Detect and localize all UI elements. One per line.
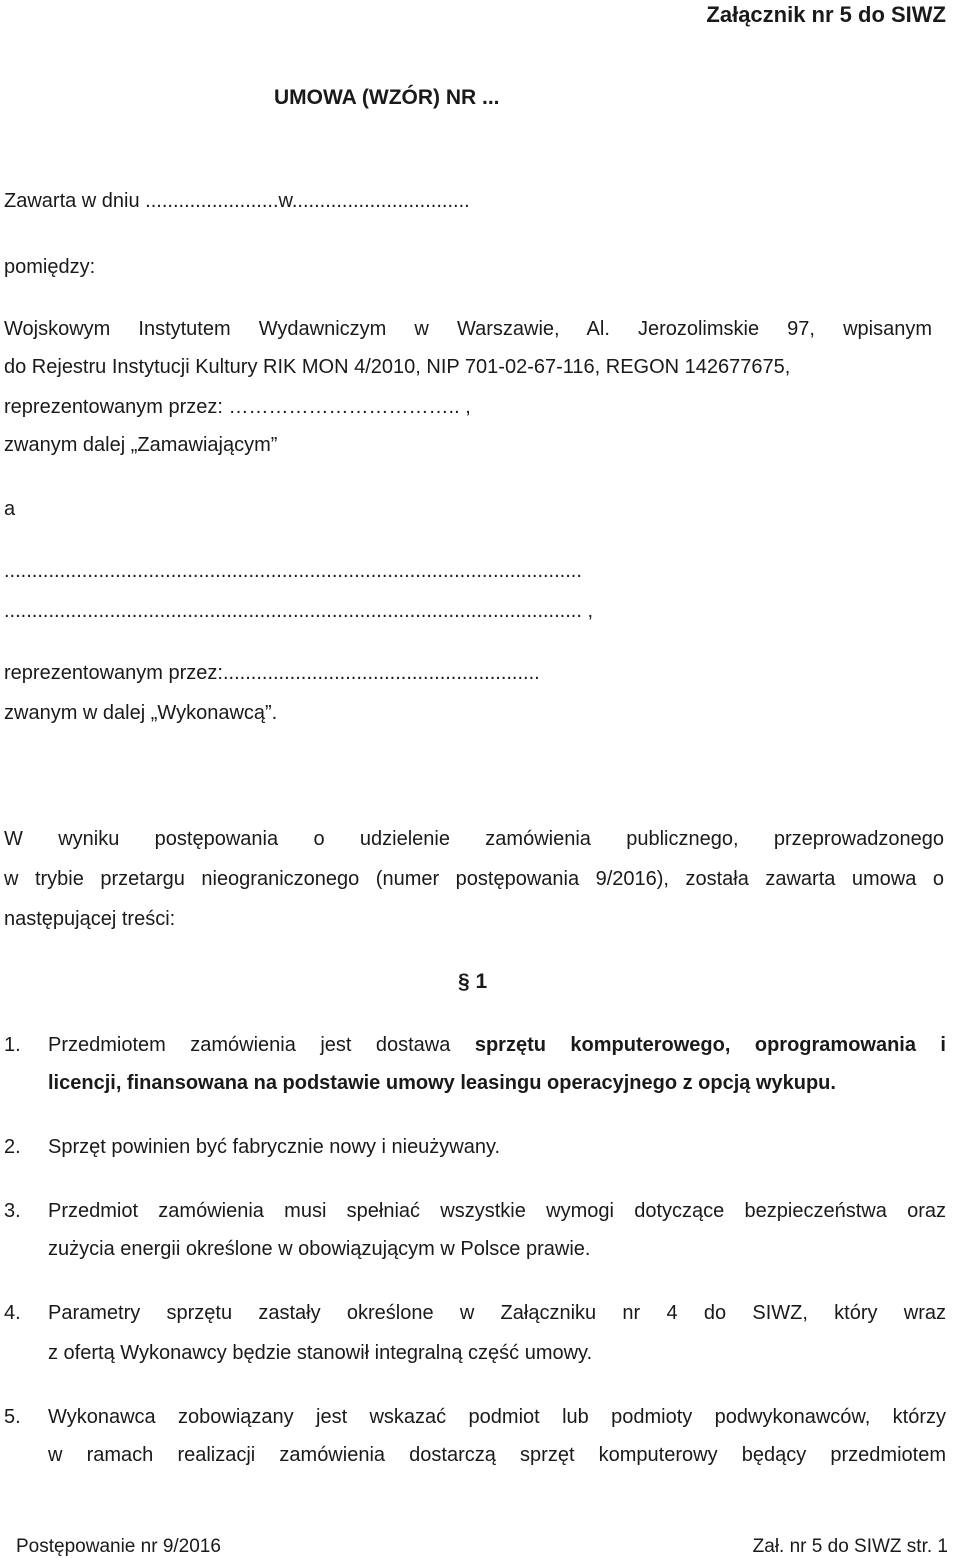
party2-name-line1: ........................................................................................................ [4, 560, 582, 582]
party1-designation: zwanym dalej „Zamawiającym” [4, 434, 278, 456]
section-heading: § 1 [458, 970, 488, 993]
item-1-number: 1. [4, 1034, 21, 1056]
party1-line2: do Rejestru Instytucji Kultury RIK MON 4/2010, NIP 701-02-67-116, REGON 142677675, [4, 356, 791, 378]
preamble-line1: W wyniku postępowania o udzielenie zamówienia publicznego, przeprowadzonego [4, 828, 944, 850]
party1-line1: Wojskowym Instytutem Wydawniczym w Warszawie, Al. Jerozolimskie 97, wpisanym [4, 318, 932, 340]
contract-title: UMOWA (WZÓR) NR ... [274, 86, 500, 109]
item-1-bold: sprzętu komputerowego, oprogramowania i [474, 1034, 946, 1056]
party1-representative: reprezentowanym przez: …………………………….. , [4, 396, 471, 418]
between-label: pomiędzy: [4, 256, 96, 278]
party2-designation: zwanym w dalej „Wykonawcą”. [4, 702, 278, 724]
item-5-line2: w ramach realizacji zamówienia dostarczą sprzęt komputerowy będący przedmiotem [48, 1444, 946, 1466]
item-2-line1: Sprzęt powinien być fabrycznie nowy i nieużywany. [48, 1136, 501, 1158]
concluded-line: Zawarta w dniu ........................w................................ [4, 190, 470, 212]
preamble-line3: następującej treści: [4, 908, 176, 930]
item-1-plain: Przedmiotem zamówienia jest dostawa [48, 1034, 451, 1056]
item-4-number: 4. [4, 1302, 21, 1324]
annex-label: Załącznik nr 5 do SIWZ [706, 2, 946, 27]
item-1-line2: licencji, finansowana na podstawie umowy leasingu operacyjnego z opcją wykupu. [48, 1072, 836, 1094]
preamble-line2: w trybie przetargu nieograniczonego (numer postępowania 9/2016), została zawarta umowa o [4, 868, 944, 890]
item-4-line2: z ofertą Wykonawcy będzie stanowił integralną część umowy. [48, 1342, 593, 1364]
footer-left: Postępowanie nr 9/2016 [16, 1536, 221, 1557]
and-label: a [4, 498, 16, 520]
item-3-line1: Przedmiot zamówienia musi spełniać wszystkie wymogi dotyczące bezpieczeństwa oraz [48, 1200, 946, 1222]
party2-representative: reprezentowanym przez:......................................................... [4, 662, 540, 684]
item-4-line1: Parametry sprzętu zastały określone w Załączniku nr 4 do SIWZ, który wraz [48, 1302, 946, 1324]
item-5-number: 5. [4, 1406, 21, 1428]
item-3-number: 3. [4, 1200, 21, 1222]
item-5-line1: Wykonawca zobowiązany jest wskazać podmiot lub podmioty podwykonawców, którzy [48, 1406, 946, 1428]
item-3-line2: zużycia energii określone w obowiązującym w Polsce prawie. [48, 1238, 591, 1260]
footer-right: Zał. nr 5 do SIWZ str. 1 [752, 1536, 948, 1557]
party2-name-line2: ........................................................................................................ , [4, 600, 594, 622]
item-1-line1 [48, 1034, 946, 1057]
item-2-number: 2. [4, 1136, 21, 1158]
